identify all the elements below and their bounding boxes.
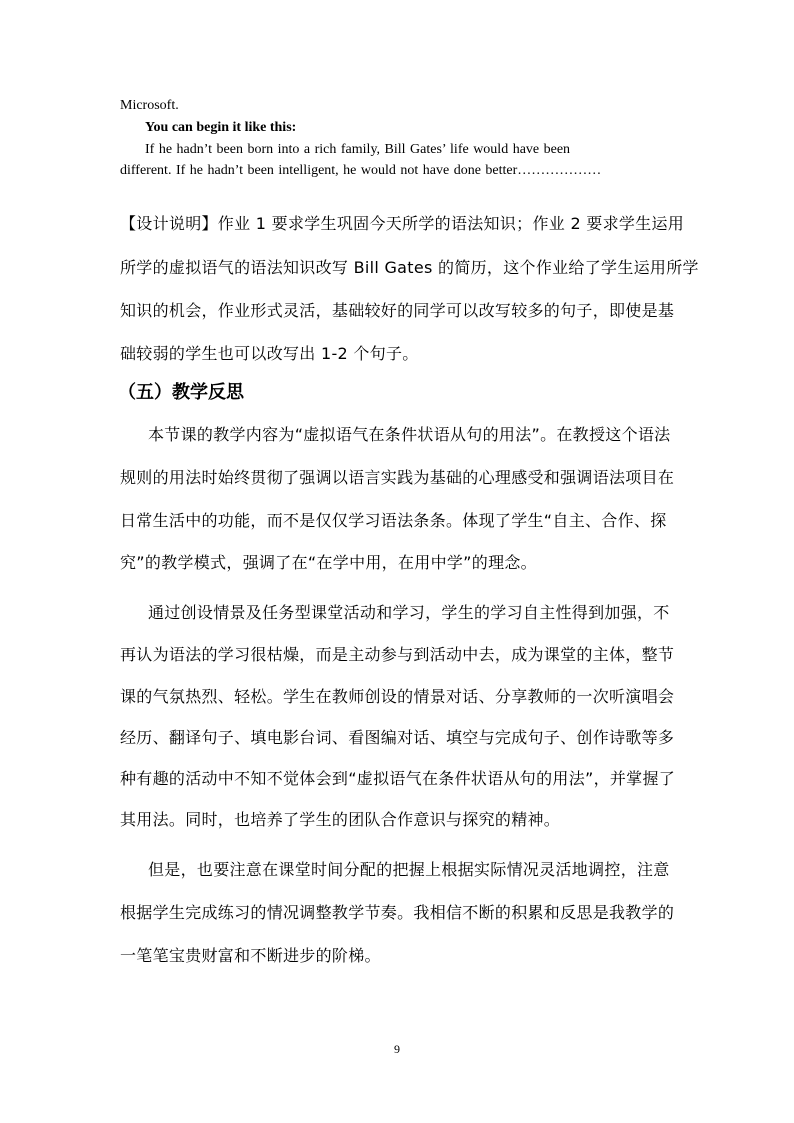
paragraph-2-line-3: 课的气氛热烈、轻松。学生在教师创设的情景对话、分享教师的一次听演唱会 <box>120 687 675 706</box>
paragraph-2-line-5: 种有趣的活动中不知不觉体会到“虚拟语气在条件状语从句的用法”，并掌握了 <box>120 769 676 788</box>
paragraph-2-line-6: 其用法。同时，也培养了学生的团队合作意识与探究的精神。 <box>120 810 561 829</box>
paragraph-1-line-3: 日常生活中的功能，而不是仅仅学习语法条条。体现了学生“自主、合作、探 <box>120 511 667 530</box>
sample-line-1: Microsoft. <box>120 98 179 113</box>
paragraph-2-line-1: 通过创设情景及任务型课堂活动和学习，学生的学习自主性得到加强，不 <box>148 603 670 622</box>
paragraph-3-line-1: 但是，也要注意在课堂时间分配的把握上根据实际情况灵活地调控，注意 <box>148 860 670 879</box>
design-note-line-3: 知识的机会，作业形式灵活，基础较好的同学可以改写较多的句子，即使是基 <box>120 301 675 320</box>
sample-line-4: different. If he hadn’t been intelligent, he would not have done better……………… <box>120 163 602 178</box>
design-note-line-4: 础较弱的学生也可以改写出 1-2 个句子。 <box>120 344 419 363</box>
page-number: 9 <box>394 1042 400 1056</box>
sample-begin-label: You can begin it like this: <box>145 120 297 135</box>
paragraph-1-line-4: 究”的教学模式，强调了在“在学中用，在用中学”的理念。 <box>120 553 537 572</box>
design-note-line-1: 【设计说明】作业 1 要求学生巩固今天所学的语法知识；作业 2 要求学生运用 <box>120 214 685 233</box>
paragraph-1-line-2: 规则的用法时始终贯彻了强调以语言实践为基础的心理感受和强调语法项目在 <box>120 468 675 487</box>
design-note-line-2: 所学的虚拟语气的语法知识改写 Bill Gates 的简历，这个作业给了学生运用所学 <box>120 258 699 277</box>
paragraph-3-line-3: 一笔笔宝贵财富和不断进步的阶梯。 <box>120 946 381 965</box>
paragraph-1-line-1: 本节课的教学内容为“虚拟语气在条件状语从句的用法”。在教授这个语法 <box>148 425 671 444</box>
paragraph-2-line-4: 经历、翻译句子、填电影台词、看图编对话、填空与完成句子、创作诗歌等多 <box>120 728 675 747</box>
paragraph-3-line-2: 根据学生完成练习的情况调整教学节奏。我相信不断的积累和反思是我教学的 <box>120 903 675 922</box>
section-heading: （五）教学反思 <box>118 382 244 403</box>
paragraph-2-line-2: 再认为语法的学习很枯燥，而是主动参与到活动中去，成为课堂的主体，整节 <box>120 645 675 664</box>
sample-line-3: If he hadn’t been born into a rich family, Bill Gates’ life would have been <box>145 142 571 157</box>
